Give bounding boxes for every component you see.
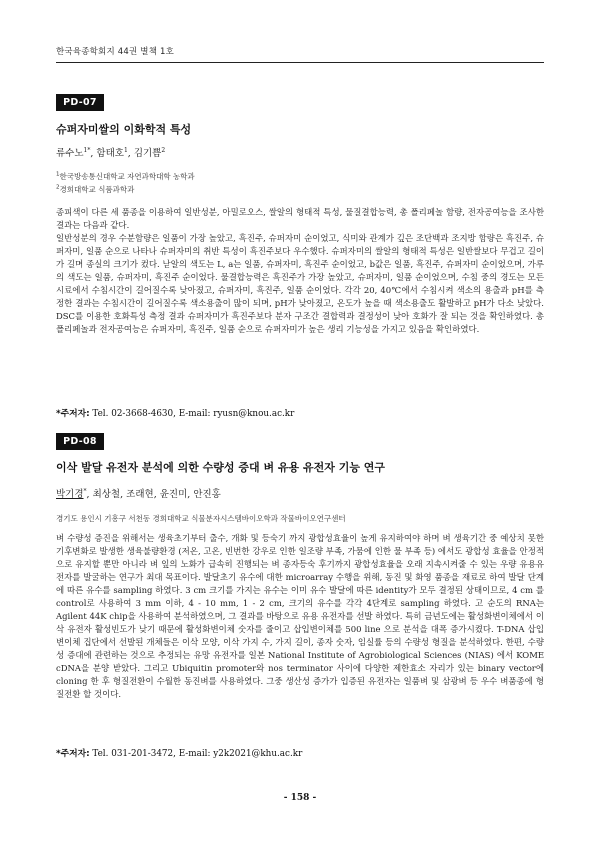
author: 조래현 xyxy=(126,489,154,500)
abstract-id-badge: PD-08 xyxy=(56,433,104,450)
corresponding-author: *주저자: Tel. 02-3668-4630, E-mail: ryusn@knou.ac.kr xyxy=(56,409,295,419)
author: 류수노$^{1*}$ xyxy=(56,146,91,159)
affiliation: 경기도 용인시 기흥구 서천동 경희대학교 식물분자시스템바이오학과 작물바이오연구센터 xyxy=(56,514,346,523)
affiliation: $^2$경희대학교 식품과학과 xyxy=(56,184,135,194)
page-number: - 158 - xyxy=(283,793,317,803)
paragraph: 일반성분의 경우 수분함량은 일품이 가장 높았고, 흑진주, 슈퍼자미 순이었고, 식미와 관계가 깊은 조단백과 조지방 함량은 흑진주, 슈퍼자미, 일품 순으로 나타나 슈퍼자미의 취반 특성이 흑진주보다 우수했다. 슈퍼자미의 쌀알의 형태적 특성은 일반쌀보다 무겁고 길이가 길며 종실의 크기가 컸다. 낟알의 색도는 L, a는 일품, 슈퍼자미, 흑진주 순이었고, b값은 일품, 흑진주, 슈퍼자미 순이었으며, 가루의 색도는 일품, 슈퍼자미, 흑진주 순이었다. 물결합능력은 흑진주가 가장 높았고, 슈퍼자미, 일품 순이었으며, 수침 중의 경도는 모든 시료에서 수침시간이 길어질수록 낮아졌고, 슈퍼자미, 흑진주, 일품 순이었다. 각각 20, 40℃에서 수침시켜 색소의 용출과 pH를 측정한 결과는 수침시간이 길어질수록 색소용출이 많이 되며, pH가 낮아졌고, 온도가 높을 때 색소용출도 활발하고 pH가 다소 낮았다. DSC를 이용한 호화특성 측정 결과 슈퍼자미가 흑진주보다 분자 구조간 결합력과 결정성이 낮아 호화가 잘 되는 것을 확인하였다. 총 폴리페놀과 전자공여능은 슈퍼자미, 흑진주, 일품 순으로 슈퍼자미가 높은 생리 기능성을 가지고 있음을 확인하였다. xyxy=(56,233,544,334)
header-rule xyxy=(56,62,544,63)
affiliation: $^1$한국방송통신대학교 자연과학대학 농학과 xyxy=(56,171,195,181)
abstract-title: 이삭 발달 유전자 분석에 의한 수량성 증대 벼 유용 유전자 기능 연구 xyxy=(56,461,386,474)
abstract-title: 슈퍼자미쌀의 이화학적 특성 xyxy=(56,123,192,136)
abstract-body xyxy=(56,532,544,701)
author-list: 박기경*, 최상철, 조래현, 윤진미, 안진홍 xyxy=(56,487,221,500)
author: 함태호$^1$ xyxy=(96,146,128,159)
abstract-id-badge: PD-07 xyxy=(56,94,104,111)
author: 최상철 xyxy=(92,489,121,500)
author: 박기경* xyxy=(56,487,87,500)
author: 김기쁨$^2$ xyxy=(133,146,166,159)
author: 윤진미 xyxy=(159,489,188,500)
paragraph: 종피색이 다른 세 품종을 이용하여 일반성분, 아밀로오스, 쌀알의 형태적 특성, 물질결합능력, 총 폴리페놀 함량, 전자공여능을 조사한 결과는 다음과 같다. xyxy=(56,207,544,230)
author: 안진홍 xyxy=(193,489,221,500)
paragraph: 벼 수량성 증진을 위해서는 생육초기부터 출수, 개화 및 등숙기 까지 광합성효율이 높게 유지하여야 하며 벼 생육기간 중 예상치 못한 기후변화로 발생한 생육불량환경 (저온, 고온, 빈번한 강우로 인한 일조량 부족, 가뭄에 인한 물 부족 등) 에서도 광합성 효율을 안정적으로 유지할 뿐만 아니라 벼 잎의 노화가 급속히 진행되는 벼 종자등숙 후기까지 광합성효율을 오래 지속시켜줄 수 있는 우량 유용유전자를 발굴하는 연구가 최대 목표이다. 발달초기 유수에 대한 microarray 수행을 위해, 동진 및 화영 품종을 재료로 하여 발달 단계에 따른 유수를 sampling 하였다. 3 cm 크기를 가지는 유수는 이미 유수 발달에 따른 identity가 모두 결정된 상태이므로, 4 cm 를 control로 사용하여 3 mm 이하, 4 - 10 mm, 1 - 2 cm, 크기의 유수를 각각 4단계로 sampling 하였다. 고 순도의 RNA는 Agilent 44K chip을 사용하여 분석하였으며, 그 결과를 바탕으로 유용 유전자를 선발 하였다. 특히 금년도에는 활성화변이체에서 이삭 유전자 활성빈도가 낮기 때문에 활성화변이체 숫자를 줄이고 삽입변이체를 500 line 으로 분석을 대폭 증가시켰다. T-DNA 삽입 변이체 집단에서 선발된 개체들은 이삭 모양, 이삭 가지 수, 가지 길이, 종자 숫자, 임실률 등의 수량성 형질을 분석하였다. 한편, 수량성 증대에 관련하는 것으로 추정되는 유망 유전자를 일본 National Institute of Agrobiological Sciences (NIAS) 에서 KOME cDNA을 분양 받았다. 그리고 Ubiquitin promoter와 nos terminator 사이에 다양한 제한효소 자리가 있는 binary vector에 cloning 한 후 형질전환이 수월한 동진벼를 사용하였다. 그중 생산성 증가가 입증된 유전자는 일품벼 및 삼광벼 등 우수 벼품종에 형질전환 할 것이다. xyxy=(56,533,544,699)
abstract-body xyxy=(56,206,544,336)
corresponding-author: *주저자: Tel. 031-201-3472, E-mail: y2k2021@khu.ac.kr xyxy=(56,749,303,759)
author-list: 류수노$^{1*}$, 함태호$^1$, 김기쁨$^2$ xyxy=(56,146,166,159)
journal-header: 한국육종학회지 44권 별책 1호 xyxy=(56,47,175,57)
